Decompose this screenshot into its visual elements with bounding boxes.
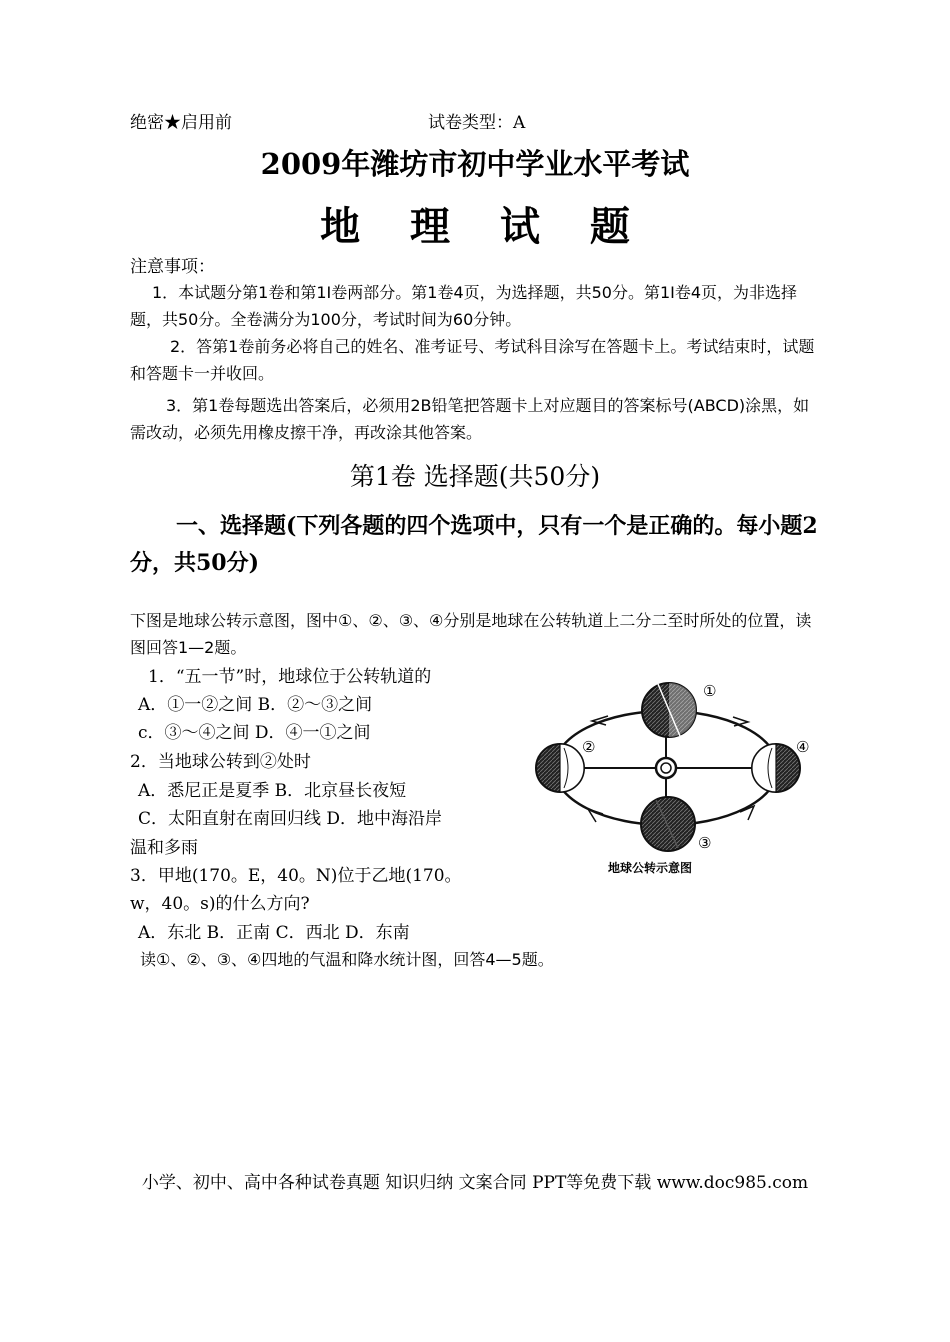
question-2-stem: 2．当地球公转到②处时 bbox=[130, 752, 311, 772]
exam-title: 2009年潍坊市初中学业水平考试 bbox=[260, 147, 690, 181]
notice-heading: 注意事项： bbox=[130, 257, 215, 277]
question-1-stem: 1．“五一节”时，地球位于公转轨道的 bbox=[148, 667, 432, 687]
earth-position-4-icon bbox=[752, 744, 800, 792]
position-label-4: ④ bbox=[796, 738, 810, 756]
question-intro: 下图是地球公转示意图，图中①、②、③、④分别是地球在公转轨道上二分二至时所处的位置，读图回答1—2题。 bbox=[130, 611, 812, 657]
section-heading: 一、选择题(下列各题的四个选项中，只有一个是正确的。每小题2分，共50分) bbox=[130, 513, 818, 576]
question-2-options-continued: 温和多雨 bbox=[130, 838, 198, 858]
question-2-options-a-b: A．悉尼正是夏季 B．北京昼长夜短 bbox=[138, 781, 407, 801]
diagram-caption: 地球公转示意图 bbox=[608, 861, 693, 875]
question-1-options-c-d: c．③～④之间 D．④一①之间 bbox=[138, 723, 371, 743]
classification-label: 绝密★启用前 bbox=[130, 113, 232, 133]
paper-type-label: 试卷类型：A bbox=[428, 113, 526, 133]
question-2-options-c-d: C．太阳直射在南回归线 D．地中海沿岸 bbox=[138, 809, 443, 829]
position-label-3: ③ bbox=[698, 834, 712, 852]
notice-item-3: 3．第1卷每题选出答案后，必须用2B铅笔把答题卡上对应题目的答案标号(ABCD)涂黑，如需改动，必须先用橡皮擦干净，再改涂其他答案。 bbox=[130, 396, 810, 442]
page-footer: 小学、初中、高中各种试卷真题 知识归纳 文案合同 PPT等免费下载 www.doc985.com bbox=[141, 1173, 809, 1193]
position-label-1: ① bbox=[703, 682, 717, 700]
earth-position-3-icon bbox=[641, 797, 695, 851]
question-1-options-a-b: A．①一②之间 B．②～③之间 bbox=[138, 695, 373, 715]
question-3-stem: 3．甲地(170。E，40。N)位于乙地(170。 bbox=[130, 866, 462, 886]
arrow-icon bbox=[733, 717, 748, 726]
notice-item-2: 2．答第1卷前务必将自己的姓名、准考证号、考试科目涂写在答题卡上。考试结束时，试题和答题卡一并收回。 bbox=[130, 337, 815, 383]
earth-position-1-icon bbox=[642, 683, 696, 737]
question-3-stem-continued: w，40。s)的什么方向? bbox=[130, 894, 310, 914]
volume-heading: 第1卷 选择题(共50分) bbox=[349, 462, 601, 491]
earth-position-2-icon bbox=[536, 744, 584, 792]
next-question-prompt: 读①、②、③、④四地的气温和降水统计图，回答4—5题。 bbox=[140, 950, 554, 969]
subject-title: 地 理 试 题 bbox=[320, 203, 648, 250]
position-label-2: ② bbox=[582, 738, 596, 756]
earth-orbit-diagram bbox=[528, 672, 828, 882]
notice-item-1: 1．本试题分第1卷和第1I卷两部分。第1卷4页，为选择题，共50分。第1I卷4页，为非选择题，共50分。全卷满分为100分，考试时间为60分钟。 bbox=[130, 283, 798, 329]
question-3-options: A．东北 B．正南 C．西北 D．东南 bbox=[138, 923, 410, 943]
